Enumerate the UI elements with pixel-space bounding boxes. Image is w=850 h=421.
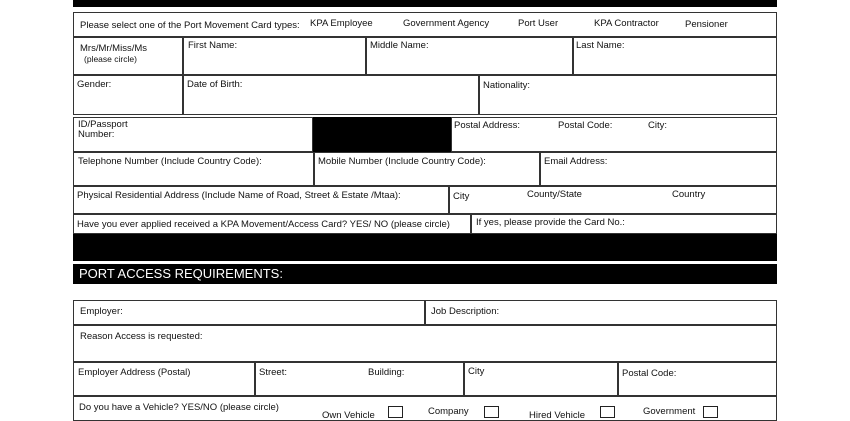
gender-label: Gender: bbox=[77, 79, 112, 90]
street-label: Street: bbox=[259, 367, 287, 378]
reason-label: Reason Access is requested: bbox=[80, 331, 203, 342]
card-number-label: If yes, please provide the Card No.: bbox=[476, 217, 625, 228]
vehicle-hired-checkbox[interactable] bbox=[600, 406, 615, 418]
applied-question-label: Have you ever applied received a KPA Movement/Access Card? YES/ NO (please circle) bbox=[77, 219, 450, 230]
job-description-label: Job Description: bbox=[431, 306, 500, 317]
residential-city-label: City bbox=[453, 191, 470, 202]
mobile-label: Mobile Number (Include Country Code): bbox=[318, 156, 486, 167]
last-name-label: Last Name: bbox=[576, 40, 625, 51]
employer-city-field[interactable] bbox=[464, 362, 618, 396]
black-band bbox=[73, 234, 777, 261]
first-name-label: First Name: bbox=[188, 40, 238, 51]
employer-address-label: Employer Address (Postal) bbox=[78, 367, 191, 378]
postal-address-label: Postal Address: bbox=[454, 120, 521, 131]
vehicle-own-checkbox[interactable] bbox=[388, 406, 403, 418]
vehicle-hired-label: Hired Vehicle bbox=[529, 410, 585, 421]
residential-address-label: Physical Residential Address (Include Name of Road, Street & Estate /Mtaa): bbox=[77, 190, 401, 201]
card-type-pensioner[interactable]: Pensioner bbox=[685, 19, 728, 30]
top-header-bar bbox=[73, 0, 777, 7]
vehicle-company-checkbox[interactable] bbox=[484, 406, 499, 418]
vehicle-company-label: Company bbox=[428, 406, 469, 417]
employer-label: Employer: bbox=[80, 306, 123, 317]
employer-postal-code-label: Postal Code: bbox=[622, 368, 677, 379]
vehicle-government-checkbox[interactable] bbox=[703, 406, 718, 418]
email-label: Email Address: bbox=[544, 156, 608, 167]
employer-field[interactable] bbox=[73, 300, 425, 325]
vehicle-own-label: Own Vehicle bbox=[322, 410, 375, 421]
redacted-block bbox=[313, 117, 451, 152]
residential-location-field[interactable] bbox=[449, 186, 777, 214]
residential-country-label: Country bbox=[672, 189, 706, 200]
building-label: Building: bbox=[368, 367, 405, 378]
employer-city-label: City bbox=[468, 366, 485, 377]
dob-label: Date of Birth: bbox=[187, 79, 243, 90]
postal-code-label: Postal Code: bbox=[558, 120, 613, 131]
card-type-government-agency[interactable]: Government Agency bbox=[403, 18, 490, 29]
middle-name-label: Middle Name: bbox=[370, 40, 429, 51]
residential-county-label: County/State bbox=[527, 189, 582, 200]
card-type-port-user[interactable]: Port User bbox=[518, 18, 559, 29]
card-type-kpa-employee[interactable]: KPA Employee bbox=[310, 18, 373, 29]
card-type-kpa-contractor[interactable]: KPA Contractor bbox=[594, 18, 659, 29]
title-label: Mrs/Mr/Miss/Ms bbox=[80, 43, 148, 54]
section-title: PORT ACCESS REQUIREMENTS: bbox=[73, 264, 777, 284]
city-label: City: bbox=[648, 120, 667, 131]
vehicle-question: Do you have a Vehicle? YES/NO (please circle) bbox=[79, 402, 279, 413]
id-passport-label-2: Number: bbox=[78, 129, 115, 140]
title-hint: (please circle) bbox=[84, 54, 137, 64]
id-passport-label-1: ID/Passport bbox=[78, 119, 128, 130]
telephone-label: Telephone Number (Include Country Code): bbox=[78, 156, 262, 167]
card-type-prompt: Please select one of the Port Movement Card types: bbox=[80, 20, 300, 31]
vehicle-government-label: Government bbox=[643, 406, 696, 417]
nationality-label: Nationality: bbox=[483, 80, 530, 91]
